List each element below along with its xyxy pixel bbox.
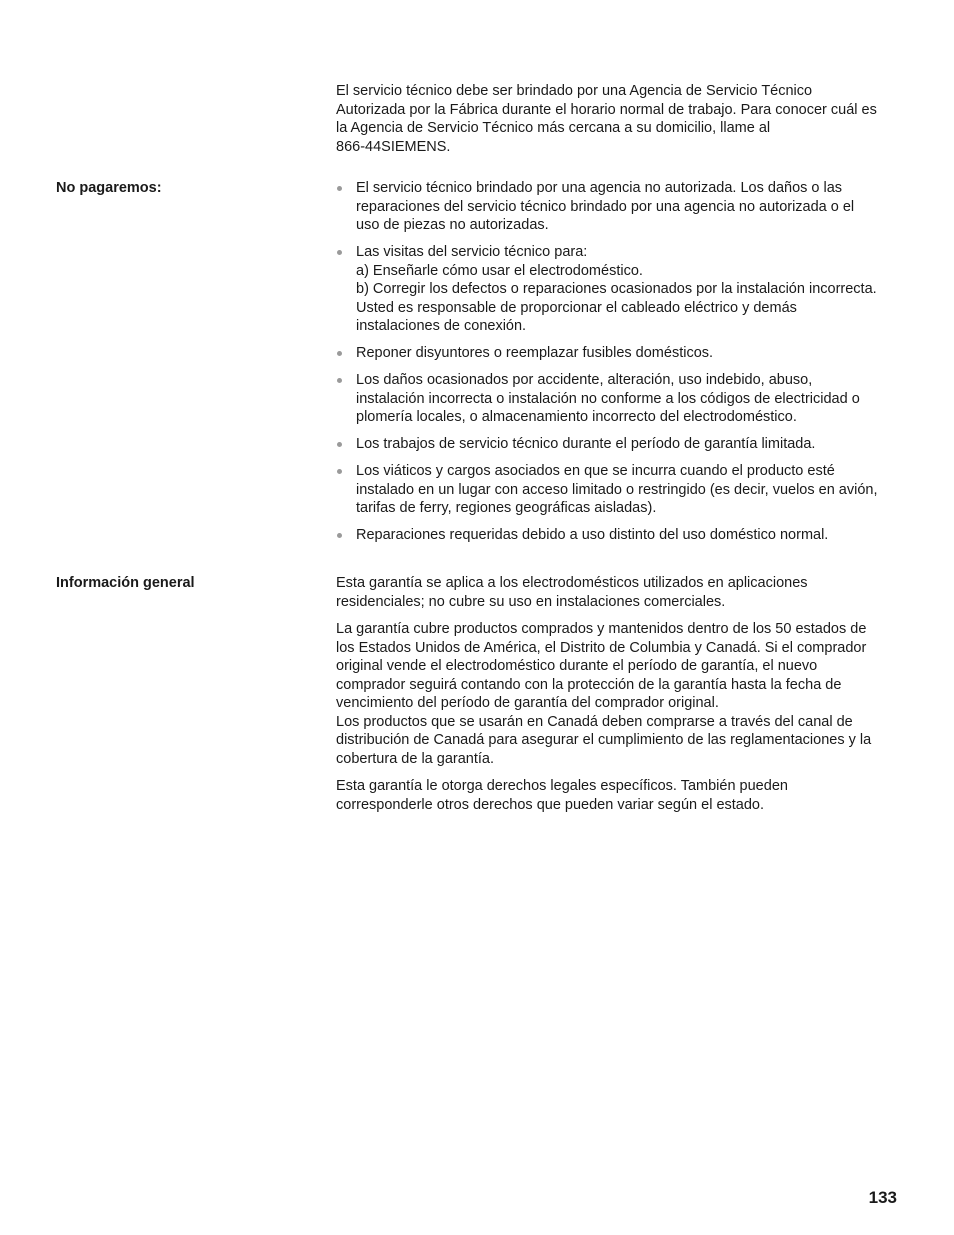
list-item-text: Los trabajos de servicio técnico durante el período de garantía limitada. xyxy=(356,436,816,452)
bullet-icon xyxy=(337,442,342,447)
list-item-text: Los daños ocasionados por accidente, alteración, uso indebido, abuso, instalación incorrecta o instalación no conforme a los códigos de electricidad o plomería locales, o almacenamiento incorrecto del electrodoméstico. xyxy=(356,372,860,425)
list-item xyxy=(336,179,902,235)
list-item xyxy=(336,462,902,518)
list-item-text: Las visitas del servicio técnico para: a) Enseñarle cómo usar el electrodoméstico. b) Corregir los defectos o reparaciones ocasionados por la instalación incorrecta. Usted es responsable de proporcionar el cableado eléctrico y demás instalaciones de conexión. xyxy=(356,244,877,334)
no-pagaremos-list xyxy=(336,179,902,553)
list-item-text: Los viáticos y cargos asociados en que se incurra cuando el producto esté instalado en un lugar con acceso limitado o restringido (es decir, vuelos en avión, tarifas de ferry, regiones geográficas aisladas). xyxy=(356,463,878,516)
list-item-text: El servicio técnico brindado por una agencia no autorizada. Los daños o las reparaciones del servicio técnico brindado por una agencia no autorizada o el uso de piezas no autorizadas. xyxy=(356,180,855,233)
intro-paragraph: El servicio técnico debe ser brindado por una Agencia de Servicio Técnico Autorizada por la Fábrica durante el horario normal de trabajo. Para conocer cuál es la Agencia de Servicio Técnico más cercana a su domicilio, llame al 866-44SIEMENS. xyxy=(336,83,877,155)
general-paragraph: Esta garantía se aplica a los electrodomésticos utilizados en aplicaciones residenciales; no cubre su uso en instalaciones comerciales. xyxy=(336,575,808,610)
list-item-text: Reponer disyuntores o reemplazar fusibles domésticos. xyxy=(356,345,714,361)
list-item xyxy=(336,435,902,454)
page-number: 133 xyxy=(868,1188,897,1207)
general-paragraph: Esta garantía le otorga derechos legales específicos. También pueden corresponderle otros derechos que pueden variar según el estado. xyxy=(336,778,788,813)
list-item xyxy=(336,371,902,427)
bullet-icon xyxy=(337,378,342,383)
list-item xyxy=(336,243,902,336)
bullet-icon xyxy=(337,469,342,474)
list-item xyxy=(336,526,902,545)
bullet-icon xyxy=(337,351,342,356)
informacion-general-block xyxy=(336,574,902,823)
bullet-icon xyxy=(337,533,342,538)
list-item-text: Reparaciones requeridas debido a uso distinto del uso doméstico normal. xyxy=(356,527,829,543)
section-label-informacion-general: Información general xyxy=(56,575,195,591)
general-paragraph: La garantía cubre productos comprados y mantenidos dentro de los 50 estados de los Estados Unidos de América, el Distrito de Columbia y Canadá. Si el comprador original vende el electrodoméstico durante el período de garantía, el nuevo comprador seguirá contando con la protección de la garantía hasta la fecha de vencimiento del período de garantía del comprador original. Los productos que se usarán en Canadá deben comprarse a través del canal de distribución de Canadá para asegurar el cumplimiento de las reglamentaciones y la cobertura de la garantía. xyxy=(336,621,872,767)
bullet-icon xyxy=(337,186,342,191)
section-label-no-pagaremos: No pagaremos: xyxy=(56,180,162,196)
list-item xyxy=(336,344,902,363)
intro-block xyxy=(336,82,902,156)
bullet-icon xyxy=(337,250,342,255)
